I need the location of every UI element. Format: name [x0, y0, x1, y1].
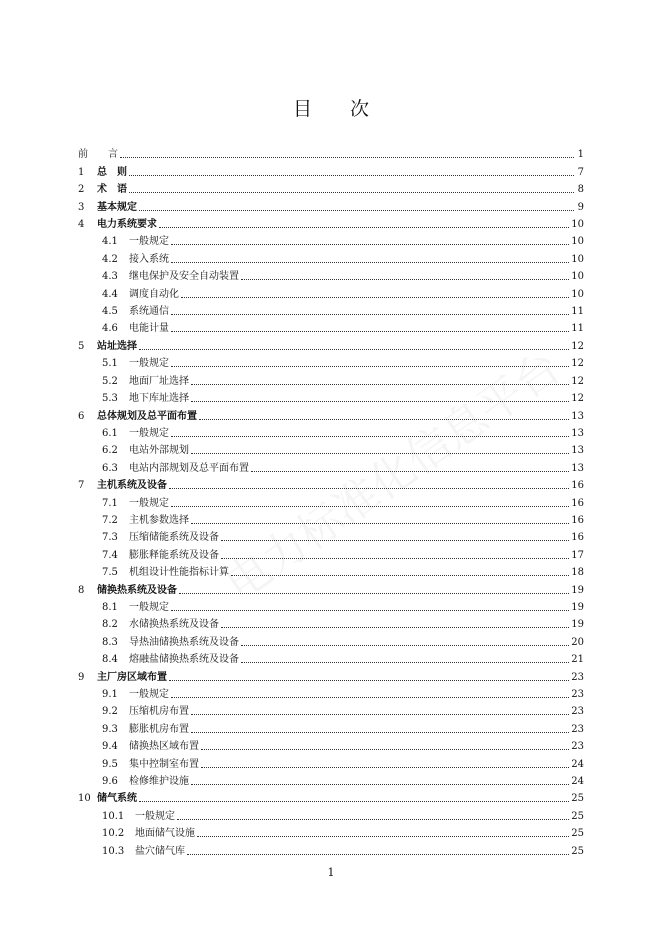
toc-entry-title: 储换热区域布置	[129, 741, 199, 753]
toc-entry[interactable]	[78, 196, 584, 213]
toc-entry-number: 4.3	[102, 271, 118, 283]
toc-entry-title: 储气系统	[97, 793, 137, 805]
toc-entry-title: 电站内部规划及总平面布置	[129, 462, 249, 474]
toc-entry-number: 7.2	[102, 514, 118, 526]
toc-entry-number: 9.4	[102, 741, 118, 753]
watermark: 电力标准化信息平台	[216, 341, 570, 611]
toc-entry-page: 23	[571, 723, 584, 735]
toc-entry-title: 系统通信	[129, 306, 169, 318]
toc-entry-number: 10	[78, 793, 91, 805]
toc-entry-page: 24	[571, 758, 584, 770]
toc-entry-number: 8.4	[102, 654, 118, 666]
toc-entry[interactable]	[78, 318, 584, 335]
toc-entry[interactable]	[78, 144, 584, 161]
toc-entry[interactable]	[78, 440, 584, 457]
toc-entry-page: 19	[571, 584, 584, 596]
toc-entry[interactable]	[78, 736, 584, 753]
toc-dot-leader	[221, 626, 569, 628]
toc-entry-page: 16	[571, 497, 584, 509]
toc-entry-page: 7	[577, 166, 584, 178]
toc-dot-leader	[191, 713, 569, 715]
toc-entry-title: 电力系统要求	[97, 219, 157, 231]
toc-entry-page: 10	[571, 236, 584, 248]
toc-entry-title: 站址选择	[97, 340, 137, 352]
toc-entry-page: 16	[571, 514, 584, 526]
toc-entry-title: 水储换热系统及设备	[129, 619, 219, 631]
page-number: 1	[327, 866, 335, 879]
toc-entry-page: 25	[571, 793, 584, 805]
toc-entry[interactable]	[78, 423, 584, 440]
toc-entry-page: 25	[571, 828, 584, 840]
toc-entry-page: 20	[571, 636, 584, 648]
toc-entry-page: 19	[571, 601, 584, 613]
toc-dot-leader	[177, 818, 569, 820]
toc-entry[interactable]	[78, 353, 584, 370]
toc-entry-title: 膨胀释能系统及设备	[129, 549, 219, 561]
toc-entry-title: 压缩储能系统及设备	[129, 532, 219, 544]
toc-dot-leader	[181, 296, 569, 298]
toc-entry-title: 调度自动化	[129, 288, 179, 300]
toc-dot-leader	[201, 766, 569, 768]
toc-entry-page: 23	[571, 741, 584, 753]
toc-entry-page: 25	[571, 810, 584, 822]
toc-entry-number: 5	[78, 340, 85, 352]
toc-entry-number: 5.2	[102, 375, 118, 387]
toc-dot-leader	[221, 557, 569, 559]
toc-entry-title: 机组设计性能指标计算	[129, 567, 229, 579]
toc-dot-leader	[191, 522, 569, 524]
toc-entry-title: 主厂房区域布置	[97, 671, 167, 683]
toc-entry-title: 术 语	[97, 184, 127, 196]
toc-entry-title: 地面厂址选择	[129, 375, 189, 387]
toc-entry-page: 23	[571, 689, 584, 700]
toc-entry[interactable]	[78, 597, 584, 614]
toc-entry-number: 3	[78, 201, 85, 213]
toc-dot-leader	[191, 383, 569, 385]
toc-dot-leader	[171, 261, 569, 263]
toc-entry-number: 10.2	[102, 828, 125, 840]
toc-entry-number: 6.1	[102, 427, 118, 439]
toc-entry-page: 23	[571, 671, 584, 683]
toc-entry[interactable]	[78, 701, 584, 718]
toc-entry[interactable]	[78, 666, 584, 683]
toc-entry[interactable]	[78, 283, 584, 300]
toc-entry-number: 8	[78, 584, 85, 596]
toc-entry[interactable]	[78, 823, 584, 840]
toc-dot-leader	[139, 209, 574, 211]
toc-entry-page: 13	[571, 445, 584, 457]
toc-entry-page: 10	[571, 288, 584, 300]
toc-entry-page: 13	[571, 427, 584, 439]
toc-entry-page: 12	[571, 375, 584, 387]
toc-dot-leader	[171, 330, 569, 332]
toc-entry-number: 7	[78, 480, 85, 492]
toc-dot-leader	[171, 313, 569, 315]
toc-entry-title: 膨胀机房布置	[129, 723, 189, 735]
toc-entry-number: 4.2	[102, 253, 118, 265]
toc-entry-number: 6	[78, 410, 85, 422]
toc-entry-page: 13	[571, 410, 584, 422]
toc-entry[interactable]	[78, 510, 584, 527]
toc-entry-page: 21	[571, 654, 584, 666]
toc-entry-number: 9	[78, 671, 85, 683]
toc-entry[interactable]	[78, 788, 584, 805]
toc-dot-leader	[197, 835, 569, 837]
toc-entry[interactable]	[78, 335, 584, 352]
toc-dot-leader	[191, 731, 569, 733]
toc-entry-number: 7.5	[102, 567, 118, 579]
toc-entry-page: 11	[571, 323, 584, 335]
toc-entry-number: 9.1	[102, 689, 118, 700]
toc-entry-title: 集中控制室布置	[129, 758, 199, 770]
toc-dot-leader	[241, 644, 569, 646]
toc-entry-number: 10.3	[102, 845, 125, 857]
toc-entry[interactable]	[78, 161, 584, 178]
toc-entry[interactable]	[78, 370, 584, 387]
toc-entry-number: 4.4	[102, 288, 118, 300]
toc-entry[interactable]	[78, 301, 584, 318]
toc-dot-leader	[191, 783, 569, 785]
toc-entry-page: 12	[571, 358, 584, 370]
toc-entry-page: 19	[571, 619, 584, 631]
toc-dot-leader	[199, 418, 569, 420]
toc-entry-page: 8	[577, 184, 584, 196]
toc-entry-page: 18	[571, 567, 584, 579]
toc-entry[interactable]	[78, 562, 584, 579]
toc-dot-leader	[241, 278, 569, 280]
toc-dot-leader	[169, 487, 569, 489]
toc-entry-title: 一般规定	[129, 689, 169, 700]
toc-entry[interactable]	[78, 544, 584, 561]
toc-entry[interactable]	[78, 179, 584, 196]
toc-entry[interactable]	[78, 214, 584, 231]
toc-entry-number: 5.1	[102, 358, 118, 370]
toc-entry-page: 9	[577, 201, 584, 213]
toc-entry-number: 8.1	[102, 601, 118, 613]
toc-entry-title: 盐穴储气库	[135, 845, 185, 857]
toc-entry-page: 17	[571, 549, 584, 561]
toc-entry[interactable]	[78, 457, 584, 474]
toc-entry-number: 7.3	[102, 532, 118, 544]
toc-dot-leader	[171, 696, 569, 698]
toc-entry[interactable]	[78, 405, 584, 422]
toc-dot-leader	[129, 174, 574, 176]
toc-entry[interactable]	[78, 266, 584, 283]
toc-entry-title: 地面储气设施	[135, 828, 195, 840]
toc-entry-number: 2	[78, 184, 85, 196]
toc-entry[interactable]	[78, 527, 584, 544]
toc-dot-leader	[120, 156, 574, 158]
toc-entry[interactable]	[78, 840, 584, 857]
toc-entry-title: 一般规定	[129, 427, 169, 439]
toc-entry[interactable]	[78, 579, 584, 596]
toc-dot-leader	[251, 470, 569, 472]
toc-entry-number: 4.5	[102, 306, 118, 318]
toc-entry-page: 10	[571, 253, 584, 265]
toc-dot-leader	[139, 800, 569, 802]
toc-entry-title: 一般规定	[129, 236, 169, 248]
toc-entry-number: 7.4	[102, 549, 118, 561]
toc-entry-title: 基本规定	[97, 201, 137, 213]
toc-entry-page: 16	[571, 532, 584, 544]
toc-entry-title: 一般规定	[129, 497, 169, 509]
toc-dot-leader	[169, 679, 569, 681]
toc-entry[interactable]	[78, 231, 584, 248]
table-of-contents	[78, 144, 584, 858]
toc-dot-leader	[221, 539, 569, 541]
toc-entry-title: 主机系统及设备	[97, 480, 167, 492]
toc-entry-title: 检修维护设施	[129, 776, 189, 788]
toc-entry-title: 一般规定	[129, 358, 169, 370]
toc-entry[interactable]	[78, 475, 584, 492]
toc-entry-title: 熔融盐储换热系统及设备	[129, 654, 239, 666]
toc-entry-number: 4	[78, 219, 85, 231]
toc-dot-leader	[231, 574, 569, 576]
toc-dot-leader	[171, 609, 569, 611]
toc-entry-page: 1	[577, 149, 584, 161]
toc-entry[interactable]	[78, 805, 584, 822]
toc-entry-title: 导热油储换热系统及设备	[129, 636, 239, 648]
toc-entry-page: 12	[571, 340, 584, 352]
toc-entry-title: 一般规定	[135, 810, 175, 822]
toc-entry-page: 13	[571, 462, 584, 474]
toc-entry-title: 储换热系统及设备	[97, 584, 177, 596]
toc-entry-title: 接入系统	[129, 253, 169, 265]
toc-dot-leader	[241, 661, 569, 663]
toc-entry-number: 6.3	[102, 462, 118, 474]
toc-entry-title: 总体规划及总平面布置	[97, 410, 197, 422]
toc-entry-number: 8.3	[102, 636, 118, 648]
toc-entry-page: 10	[571, 271, 584, 283]
toc-entry[interactable]	[78, 649, 584, 666]
toc-entry-number: 9.6	[102, 776, 118, 788]
toc-entry[interactable]	[78, 388, 584, 405]
toc-entry[interactable]	[78, 718, 584, 735]
toc-dot-leader	[179, 592, 569, 594]
toc-entry-number: 4.6	[102, 323, 118, 335]
toc-dot-leader	[191, 400, 569, 402]
toc-dot-leader	[171, 505, 569, 507]
toc-dot-leader	[187, 853, 569, 855]
toc-entry[interactable]	[78, 614, 584, 631]
toc-entry-page: 11	[571, 306, 584, 318]
toc-entry-number: 4.1	[102, 236, 118, 248]
toc-entry[interactable]	[78, 753, 584, 770]
toc-entry-title: 一般规定	[129, 601, 169, 613]
toc-dot-leader	[129, 191, 574, 193]
toc-entry-page: 25	[571, 845, 584, 857]
toc-entry-page: 12	[571, 393, 584, 405]
toc-entry-page: 16	[571, 480, 584, 492]
toc-entry[interactable]	[78, 771, 584, 788]
toc-entry-page: 23	[571, 706, 584, 718]
toc-entry-number: 9.2	[102, 706, 118, 718]
toc-dot-leader	[191, 452, 569, 454]
toc-entry-number: 9.3	[102, 723, 118, 735]
toc-entry-number: 7.1	[102, 497, 118, 509]
toc-entry-title: 主机参数选择	[129, 514, 189, 526]
toc-entry-number: 6.2	[102, 445, 118, 457]
toc-entry-title: 电站外部规划	[129, 445, 189, 457]
toc-entry-title: 地下库址选择	[129, 393, 189, 405]
toc-dot-leader	[201, 748, 569, 750]
toc-entry[interactable]	[78, 631, 584, 648]
toc-entry-page: 24	[571, 776, 584, 788]
toc-dot-leader	[159, 226, 569, 228]
toc-entry-title: 总 则	[97, 166, 127, 178]
toc-dot-leader	[171, 243, 569, 245]
toc-entry[interactable]	[78, 492, 584, 509]
toc-entry-number: 前 言	[78, 149, 118, 161]
toc-entry-title: 电能计量	[129, 323, 169, 335]
toc-entry-number: 10.1	[102, 810, 125, 822]
toc-entry-number: 1	[78, 166, 85, 178]
toc-dot-leader	[171, 365, 569, 367]
toc-entry-number: 5.3	[102, 393, 118, 405]
toc-entry[interactable]	[78, 248, 584, 265]
toc-entry-title: 继电保护及安全自动装置	[129, 271, 239, 283]
toc-dot-leader	[139, 348, 569, 350]
toc-entry-number: 9.5	[102, 758, 118, 770]
toc-entry-page: 10	[571, 219, 584, 231]
toc-entry[interactable]	[78, 684, 584, 701]
toc-entry-number: 8.2	[102, 619, 118, 631]
toc-entry-title: 压缩机房布置	[129, 706, 189, 718]
page-title: 目 次	[292, 98, 369, 120]
toc-dot-leader	[171, 435, 569, 437]
